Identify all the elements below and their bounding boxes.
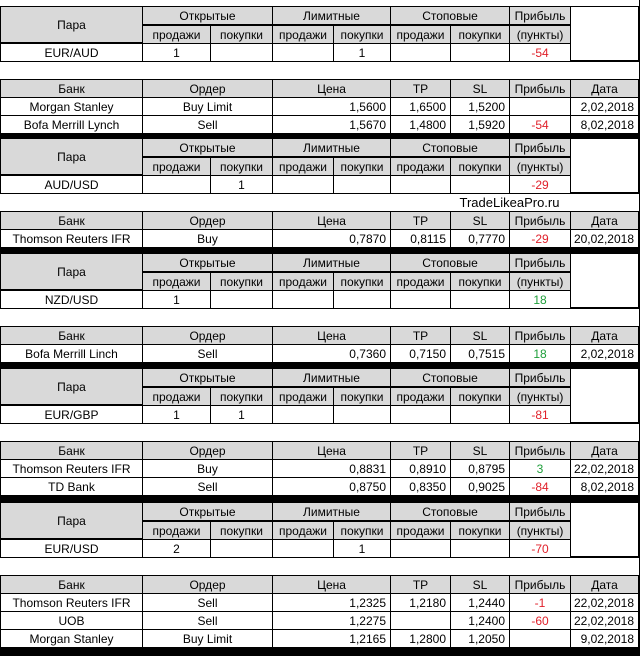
header-sl[interactable]: SL <box>451 576 509 593</box>
pair-cell[interactable]: EUR/GBP <box>1 406 142 423</box>
sl-cell[interactable]: 0,7515 <box>451 345 509 362</box>
header-price[interactable]: Цена <box>273 327 390 344</box>
order-profit-cell[interactable]: 3 <box>510 460 570 477</box>
price-cell[interactable]: 1,5670 <box>273 116 390 133</box>
order-profit-cell[interactable]: -29 <box>510 230 570 247</box>
empty-cell[interactable] <box>571 7 638 60</box>
sl-cell[interactable]: 1,5200 <box>451 98 509 115</box>
header-date[interactable]: Дата <box>571 576 638 593</box>
header-sell[interactable]: продажи <box>143 388 210 405</box>
header-sell[interactable]: продажи <box>143 273 210 290</box>
header-buy[interactable]: покупки <box>211 388 272 405</box>
header-bank[interactable]: Банк <box>1 576 142 593</box>
order-profit-cell[interactable]: -84 <box>510 478 570 495</box>
open-sell-cell[interactable]: 1 <box>143 291 210 308</box>
spacer-row[interactable] <box>0 558 639 575</box>
pair-profit-cell[interactable]: -54 <box>510 44 570 61</box>
watermark-text[interactable]: TradeLikeaPro.ru <box>459 195 560 210</box>
header-para[interactable]: Пара <box>1 7 142 42</box>
header-limit[interactable]: Лимитные <box>273 254 390 271</box>
date-cell[interactable]: 8,02,2018 <box>571 478 638 495</box>
header-open[interactable]: Открытые <box>143 503 272 520</box>
header-sl[interactable]: SL <box>451 442 509 459</box>
header-sell[interactable]: продажи <box>273 273 333 290</box>
order-profit-cell[interactable]: 18 <box>510 345 570 362</box>
sl-cell[interactable]: 1,2440 <box>451 594 509 611</box>
header-buy[interactable]: покупки <box>451 273 509 290</box>
header-para[interactable]: Пара <box>1 254 142 289</box>
open-buy-cell[interactable]: 1 <box>211 406 272 423</box>
order-profit-cell[interactable] <box>510 98 570 115</box>
header-buy[interactable]: покупки <box>334 26 390 43</box>
limit-sell-cell[interactable] <box>273 540 333 557</box>
header-open[interactable]: Открытые <box>143 7 272 24</box>
header-profit[interactable]: Прибыль <box>510 80 570 97</box>
bank-cell[interactable]: Bofa Merrill Linch <box>1 345 142 362</box>
date-cell[interactable]: 22,02,2018 <box>571 460 638 477</box>
header-buy[interactable]: покупки <box>451 388 509 405</box>
pair-cell[interactable]: AUD/USD <box>1 176 142 193</box>
order-profit-cell[interactable]: -60 <box>510 612 570 629</box>
order-cell[interactable]: Sell <box>143 594 272 611</box>
header-buy[interactable]: покупки <box>211 158 272 175</box>
date-cell[interactable]: 2,02,2018 <box>571 98 638 115</box>
header-profit[interactable]: Прибыль <box>510 327 570 344</box>
header-profit[interactable]: Прибыль <box>510 576 570 593</box>
header-tp[interactable]: TP <box>391 80 450 97</box>
limit-buy-cell[interactable] <box>334 176 390 193</box>
pair-profit-cell[interactable]: -70 <box>510 540 570 557</box>
sl-cell[interactable]: 0,7770 <box>451 230 509 247</box>
header-sl[interactable]: SL <box>451 327 509 344</box>
header-profit[interactable]: Прибыль <box>510 139 570 156</box>
header-order[interactable]: Ордер <box>143 212 272 229</box>
empty-cell[interactable] <box>571 139 638 192</box>
order-cell[interactable]: Sell <box>143 612 272 629</box>
order-cell[interactable]: Sell <box>143 345 272 362</box>
header-buy[interactable]: покупки <box>451 158 509 175</box>
pair-profit-cell[interactable]: 18 <box>510 291 570 308</box>
header-points[interactable]: (пункты) <box>510 522 570 539</box>
header-bank[interactable]: Банк <box>1 212 142 229</box>
header-order[interactable]: Ордер <box>143 80 272 97</box>
date-cell[interactable]: 2,02,2018 <box>571 345 638 362</box>
tp-cell[interactable]: 1,4800 <box>391 116 450 133</box>
limit-buy-cell[interactable]: 1 <box>334 44 390 61</box>
header-price[interactable]: Цена <box>273 212 390 229</box>
header-profit[interactable]: Прибыль <box>510 212 570 229</box>
header-points[interactable]: (пункты) <box>510 388 570 405</box>
header-sell[interactable]: продажи <box>273 522 333 539</box>
header-bank[interactable]: Банк <box>1 80 142 97</box>
header-date[interactable]: Дата <box>571 212 638 229</box>
header-limit[interactable]: Лимитные <box>273 503 390 520</box>
top-strip[interactable] <box>0 0 639 6</box>
limit-sell-cell[interactable] <box>273 44 333 61</box>
header-stop[interactable]: Стоповые <box>391 369 509 386</box>
date-cell[interactable]: 8,02,2018 <box>571 116 638 133</box>
price-cell[interactable]: 1,2325 <box>273 594 390 611</box>
tp-cell[interactable] <box>391 612 450 629</box>
header-points[interactable]: (пункты) <box>510 273 570 290</box>
stop-buy-cell[interactable] <box>451 291 509 308</box>
sl-cell[interactable]: 0,9025 <box>451 478 509 495</box>
empty-cell[interactable] <box>571 254 638 307</box>
sl-cell[interactable]: 1,2400 <box>451 612 509 629</box>
header-buy[interactable]: покупки <box>211 26 272 43</box>
order-cell[interactable]: Sell <box>143 116 272 133</box>
tp-cell[interactable]: 1,2180 <box>391 594 450 611</box>
header-date[interactable]: Дата <box>571 442 638 459</box>
header-sell[interactable]: продажи <box>143 522 210 539</box>
stop-buy-cell[interactable] <box>451 540 509 557</box>
pair-cell[interactable]: NZD/USD <box>1 291 142 308</box>
header-tp[interactable]: TP <box>391 212 450 229</box>
limit-buy-cell[interactable]: 1 <box>334 540 390 557</box>
price-cell[interactable]: 0,8831 <box>273 460 390 477</box>
header-sell[interactable]: продажи <box>273 26 333 43</box>
header-sell[interactable]: продажи <box>273 158 333 175</box>
stop-sell-cell[interactable] <box>391 540 450 557</box>
open-buy-cell[interactable] <box>211 44 272 61</box>
open-sell-cell[interactable] <box>143 176 210 193</box>
date-cell[interactable]: 22,02,2018 <box>571 594 638 611</box>
header-bank[interactable]: Банк <box>1 327 142 344</box>
stop-buy-cell[interactable] <box>451 44 509 61</box>
date-cell[interactable]: 9,02,2018 <box>571 630 638 647</box>
header-tp[interactable]: TP <box>391 327 450 344</box>
header-stop[interactable]: Стоповые <box>391 7 509 24</box>
order-profit-cell[interactable]: -54 <box>510 116 570 133</box>
limit-sell-cell[interactable] <box>273 291 333 308</box>
header-date[interactable]: Дата <box>571 80 638 97</box>
stop-sell-cell[interactable] <box>391 291 450 308</box>
order-profit-cell[interactable] <box>510 630 570 647</box>
header-stop[interactable]: Стоповые <box>391 503 509 520</box>
order-profit-cell[interactable]: -1 <box>510 594 570 611</box>
tp-cell[interactable]: 1,2800 <box>391 630 450 647</box>
spacer-row[interactable] <box>0 309 639 326</box>
order-cell[interactable]: Buy Limit <box>143 630 272 647</box>
tp-cell[interactable]: 0,7150 <box>391 345 450 362</box>
header-points[interactable]: (пункты) <box>510 26 570 43</box>
header-profit[interactable]: Прибыль <box>510 7 570 24</box>
pair-profit-cell[interactable]: -29 <box>510 176 570 193</box>
header-limit[interactable]: Лимитные <box>273 139 390 156</box>
header-bank[interactable]: Банк <box>1 442 142 459</box>
header-para[interactable]: Пара <box>1 503 142 538</box>
stop-sell-cell[interactable] <box>391 44 450 61</box>
header-points[interactable]: (пункты) <box>510 158 570 175</box>
price-cell[interactable]: 0,8750 <box>273 478 390 495</box>
header-price[interactable]: Цена <box>273 80 390 97</box>
header-stop[interactable]: Стоповые <box>391 254 509 271</box>
sl-cell[interactable]: 1,5920 <box>451 116 509 133</box>
header-para[interactable]: Пара <box>1 139 142 174</box>
order-cell[interactable]: Buy <box>143 230 272 247</box>
header-open[interactable]: Открытые <box>143 139 272 156</box>
empty-cell[interactable] <box>571 503 638 556</box>
header-buy[interactable]: покупки <box>451 26 509 43</box>
bank-cell[interactable]: Bofa Merrill Lynch <box>1 116 142 133</box>
bank-cell[interactable]: Morgan Stanley <box>1 98 142 115</box>
header-open[interactable]: Открытые <box>143 369 272 386</box>
header-para[interactable]: Пара <box>1 369 142 404</box>
order-cell[interactable]: Sell <box>143 478 272 495</box>
header-sell[interactable]: продажи <box>391 388 450 405</box>
bank-cell[interactable]: Morgan Stanley <box>1 630 142 647</box>
bank-cell[interactable]: Thomson Reuters IFR <box>1 230 142 247</box>
order-cell[interactable]: Buy <box>143 460 272 477</box>
tp-cell[interactable]: 0,8115 <box>391 230 450 247</box>
header-buy[interactable]: покупки <box>211 273 272 290</box>
header-price[interactable]: Цена <box>273 442 390 459</box>
header-sell[interactable]: продажи <box>391 26 450 43</box>
header-profit[interactable]: Прибыль <box>510 442 570 459</box>
header-order[interactable]: Ордер <box>143 327 272 344</box>
header-sell[interactable]: продажи <box>273 388 333 405</box>
tp-cell[interactable]: 0,8910 <box>391 460 450 477</box>
header-order[interactable]: Ордер <box>143 576 272 593</box>
pair-profit-cell[interactable]: -81 <box>510 406 570 423</box>
header-buy[interactable]: покупки <box>334 522 390 539</box>
tp-cell[interactable]: 0,8350 <box>391 478 450 495</box>
stop-sell-cell[interactable] <box>391 406 450 423</box>
header-profit[interactable]: Прибыль <box>510 503 570 520</box>
header-sell[interactable]: продажи <box>391 522 450 539</box>
stop-buy-cell[interactable] <box>451 176 509 193</box>
header-price[interactable]: Цена <box>273 576 390 593</box>
order-cell[interactable]: Buy Limit <box>143 98 272 115</box>
header-buy[interactable]: покупки <box>451 522 509 539</box>
bank-cell[interactable]: TD Bank <box>1 478 142 495</box>
header-open[interactable]: Открытые <box>143 254 272 271</box>
header-profit[interactable]: Прибыль <box>510 254 570 271</box>
open-buy-cell[interactable] <box>211 291 272 308</box>
header-limit[interactable]: Лимитные <box>273 369 390 386</box>
pair-cell[interactable]: EUR/AUD <box>1 44 142 61</box>
sl-cell[interactable]: 0,8795 <box>451 460 509 477</box>
open-buy-cell[interactable]: 1 <box>211 176 272 193</box>
header-sl[interactable]: SL <box>451 80 509 97</box>
open-sell-cell[interactable]: 1 <box>143 406 210 423</box>
header-buy[interactable]: покупки <box>211 522 272 539</box>
tp-cell[interactable]: 1,6500 <box>391 98 450 115</box>
price-cell[interactable]: 1,5600 <box>273 98 390 115</box>
date-cell[interactable]: 22,02,2018 <box>571 612 638 629</box>
header-sl[interactable]: SL <box>451 212 509 229</box>
header-date[interactable]: Дата <box>571 327 638 344</box>
pair-cell[interactable]: EUR/USD <box>1 540 142 557</box>
price-cell[interactable]: 1,2275 <box>273 612 390 629</box>
bank-cell[interactable]: UOB <box>1 612 142 629</box>
date-cell[interactable]: 20,02,2018 <box>571 230 638 247</box>
price-cell[interactable]: 0,7360 <box>273 345 390 362</box>
header-buy[interactable]: покупки <box>334 158 390 175</box>
header-sell[interactable]: продажи <box>391 158 450 175</box>
bank-cell[interactable]: Thomson Reuters IFR <box>1 594 142 611</box>
header-limit[interactable]: Лимитные <box>273 7 390 24</box>
header-tp[interactable]: TP <box>391 442 450 459</box>
header-profit[interactable]: Прибыль <box>510 369 570 386</box>
header-sell[interactable]: продажи <box>143 158 210 175</box>
open-sell-cell[interactable]: 1 <box>143 44 210 61</box>
limit-sell-cell[interactable] <box>273 176 333 193</box>
stop-buy-cell[interactable] <box>451 406 509 423</box>
stop-sell-cell[interactable] <box>391 176 450 193</box>
empty-cell[interactable] <box>571 369 638 422</box>
header-buy[interactable]: покупки <box>334 273 390 290</box>
limit-buy-cell[interactable] <box>334 406 390 423</box>
header-sell[interactable]: продажи <box>391 273 450 290</box>
header-tp[interactable]: TP <box>391 576 450 593</box>
header-sell[interactable]: продажи <box>143 26 210 43</box>
header-stop[interactable]: Стоповые <box>391 139 509 156</box>
open-buy-cell[interactable] <box>211 540 272 557</box>
price-cell[interactable]: 0,7870 <box>273 230 390 247</box>
price-cell[interactable]: 1,2165 <box>273 630 390 647</box>
open-sell-cell[interactable]: 2 <box>143 540 210 557</box>
limit-buy-cell[interactable] <box>334 291 390 308</box>
sl-cell[interactable]: 1,2050 <box>451 630 509 647</box>
header-order[interactable]: Ордер <box>143 442 272 459</box>
header-buy[interactable]: покупки <box>334 388 390 405</box>
limit-sell-cell[interactable] <box>273 406 333 423</box>
spacer-row[interactable] <box>0 62 639 79</box>
bank-cell[interactable]: Thomson Reuters IFR <box>1 460 142 477</box>
spacer-row[interactable] <box>0 424 639 441</box>
